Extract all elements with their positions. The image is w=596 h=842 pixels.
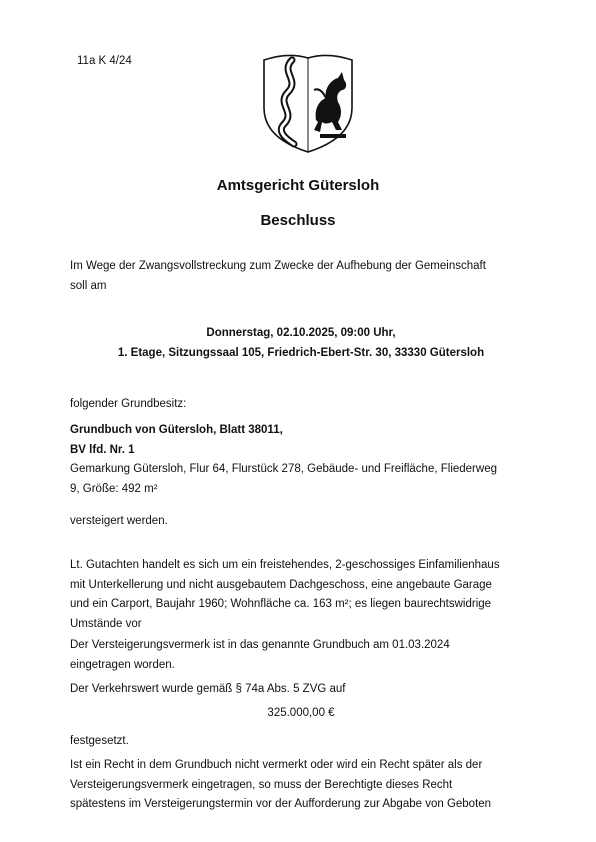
rights-paragraph: [70, 756, 532, 815]
court-name: Amtsgericht Gütersloh: [216, 177, 380, 194]
appraisal-line: und ein Carport, Baujahr 1960; Wohnfläche ca. 163 m²; es liegen baurechtswidrige: [70, 598, 492, 610]
intro-line: soll am: [70, 279, 107, 292]
parcel-line: Gemarkung Gütersloh, Flur 64, Flurstück 278, Gebäude- und Freifläche, Fliederweg: [70, 463, 497, 475]
rights-line: Versteigerungsvermerk eingetragen, so muss der Berechtigte dieses Recht: [70, 778, 453, 791]
note-line: Der Versteigerungsvermerk ist in das genannte Grundbuch am 01.03.2024: [70, 639, 450, 651]
registration-note: [70, 636, 532, 675]
fixed-statement: festgesetzt.: [70, 735, 129, 747]
coat-of-arms-emblem: [258, 50, 358, 155]
appraisal-line: Umstände vor: [70, 617, 142, 630]
parcel-line: 9, Größe: 492 m²: [70, 482, 158, 495]
case-number: 11a K 4/24: [77, 55, 132, 67]
auction-appointment: [70, 323, 532, 363]
auction-location: 1. Etage, Sitzungssaal 105, Friedrich-Ebert-Str. 30, 33330 Gütersloh: [117, 347, 485, 359]
property-label: folgender Grundbesitz:: [70, 398, 187, 410]
document-title: Beschluss: [260, 212, 336, 229]
auction-date: Donnerstag, 02.10.2025, 09:00 Uhr,: [206, 327, 396, 339]
bv-number: BV lfd. Nr. 1: [70, 443, 135, 456]
market-value-statement: Der Verkehrswert wurde gemäß § 74a Abs. 5 ZVG auf: [70, 683, 346, 695]
appraisal-line: mit Unterkellerung und nicht ausgebautem Dachgeschoss, eine angebaute Garage: [70, 578, 492, 591]
appraisal-line: Lt. Gutachten handelt es sich um ein freistehendes, 2-geschossiges Einfamilienhaus: [70, 559, 500, 571]
intro-paragraph: [70, 257, 532, 296]
property-description: [70, 421, 532, 499]
rights-line: Ist ein Recht in dem Grundbuch nicht vermerkt oder wird ein Recht später als der: [70, 759, 483, 771]
land-register: Grundbuch von Gütersloh, Blatt 38011,: [70, 424, 283, 436]
intro-line: Im Wege der Zwangsvollstreckung zum Zwecke der Aufhebung der Gemeinschaft: [70, 260, 486, 272]
appraisal-paragraph: [70, 556, 532, 634]
market-value-amount: 325.000,00 €: [267, 707, 335, 719]
auction-statement: versteigert werden.: [70, 515, 168, 527]
rights-line: spätestens im Versteigerungstermin vor der Aufforderung zur Abgabe von Geboten: [70, 798, 492, 810]
note-line: eingetragen worden.: [70, 658, 175, 671]
